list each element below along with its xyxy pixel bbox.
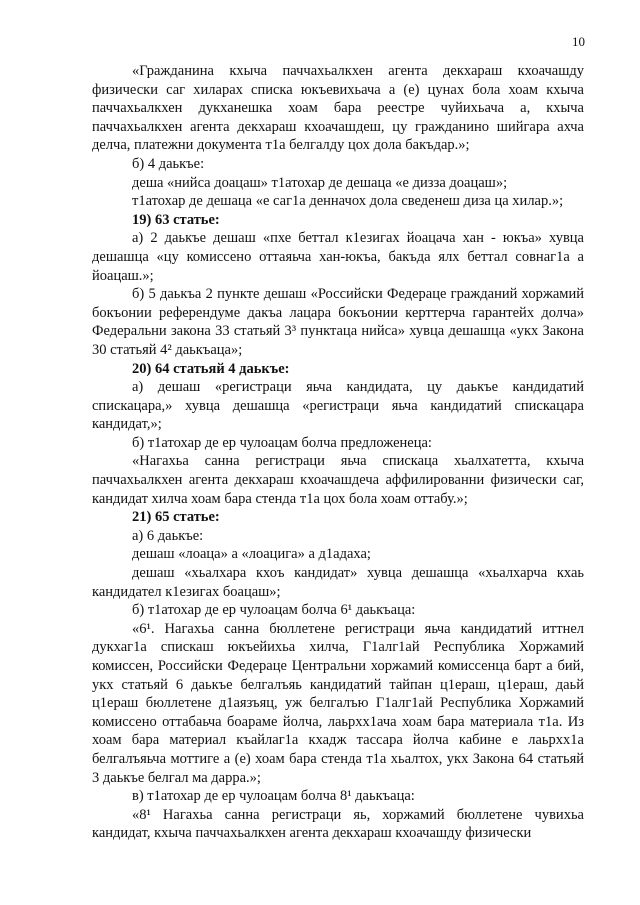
paragraph-15: дешаш «хьалхара кхоъ кандидат» хувца дешашца «хьалхарча кхаь кандидател к1езигах боацаш»;	[92, 565, 584, 600]
paragraph-16: б) т1атохар де ер чулоацам болча 6¹ даькъаца:	[132, 602, 416, 619]
paragraph-6: а) 2 даькъе дешаш «пхе беттал к1езигах йоацача хан - юкъа» хувца дешашца «цу комиссено оттаяьча хан-юкъа, бакъда ялх беттал совнаг1а а йоацаш.»;	[92, 230, 584, 284]
paragraph-7: б) 5 даькъа 2 пункте дешаш «Российски Федераце гражданий хоржамий бокъонии референдуме дакъа лацара бокъонии керттерча гарантейх долча» Федеральни закона 33 статьяй 3³ пунктаца нийса» хувца дешашца «укх Закона 30 статьяй 4² даькъаца»;	[92, 286, 584, 358]
paragraph-14: дешаш «лоаца» а «лоацига» а д1адаха;	[132, 546, 371, 563]
paragraph-3: деша «нийса доацаш» т1атохар де дешаца «е дизза доацаш»;	[132, 174, 508, 191]
paragraph-9: а) дешаш «регистраци яьча кандидата, цу даькъе кандидатий спискацара,» хувца дешашца «регистраци яьча кандидатий спискацара кандидат,»;	[92, 379, 584, 433]
section-19-heading: 19) 63 статье:	[132, 211, 220, 228]
paragraph-17: «6¹. Нагахьа санна бюллетене регистраци яьча кандидатий иттнел дукхаг1а спискаш юкъейихьа хилча, Г1алг1ай Республика Хоржамий комиссен, Российски Федераце Центральни хоржамий комиссенца барт а бий, укх статьяй 6 даькъе белгалъяь кандидатий тайпан ц1ераш, ц1ераш, даьй ц1ераш бюллетене д1аязъяц, уж белгалъю Г1алг1ай Республика Хоржамий комиссено оттабаьча боараме йолча, лаьрхх1ача хоам бара материала т1а. Из хоам бара материал къайлаг1а кхадж тассара йолча кабине е лаьрхх1а белгалъяьча моттиге а (е) хоам бара стенда т1а хьалтох, укх Закона 64 статьяй 3 даькъе белгал ма дарра.»;	[92, 620, 584, 786]
section-20-heading: 20) 64 статьяй 4 даькъе:	[132, 360, 290, 377]
paragraph-19: «8¹ Нагахьа санна регистраци яь, хоржамий бюллетене чувихьа кандидат, кхыча паччахьалкхен агента декхараш кхоачашду физически	[92, 806, 584, 842]
section-21-heading: 21) 65 статье:	[132, 509, 220, 526]
paragraph-10: б) т1атохар де ер чулоацам болча предложенеца:	[132, 434, 432, 451]
paragraph-18: в) т1атохар де ер чулоацам болча 8¹ даькъаца:	[132, 788, 415, 805]
paragraph-4: т1атохар де дешаца «е саг1а денначох дола сведенеш диза ца хилар.»;	[132, 193, 564, 210]
paragraph-11: «Нагахьа санна регистраци яьча спискаца хьалхатетта, кхыча паччахьалкхен агента декхараш кхоачашдеча аффилированни физически саг, кандидат хилча хоам бара стенда т1а цох бола хоам оттабу.»;	[92, 453, 584, 507]
paragraph-1: «Гражданина кхыча паччахьалкхен агента декхараш кхоачашду физически саг хиларах списка юкъевихьача а (е) цунах бола хоам кхыча паччахьалкхен дукханешка хоам бара реестре чуйихьача а, кхыча паччахьалкхен агента декхараш кхоачашдеш, цу гражданино шийгара ахча делча, платежни документа т1а белгалду цох дола бакъдар.»;	[92, 63, 584, 154]
paragraph-2: б) 4 даькъе:	[132, 155, 205, 172]
paragraph-13: а) 6 даькъе:	[132, 527, 204, 544]
document-body	[92, 62, 584, 843]
page-number: 10	[572, 34, 585, 49]
